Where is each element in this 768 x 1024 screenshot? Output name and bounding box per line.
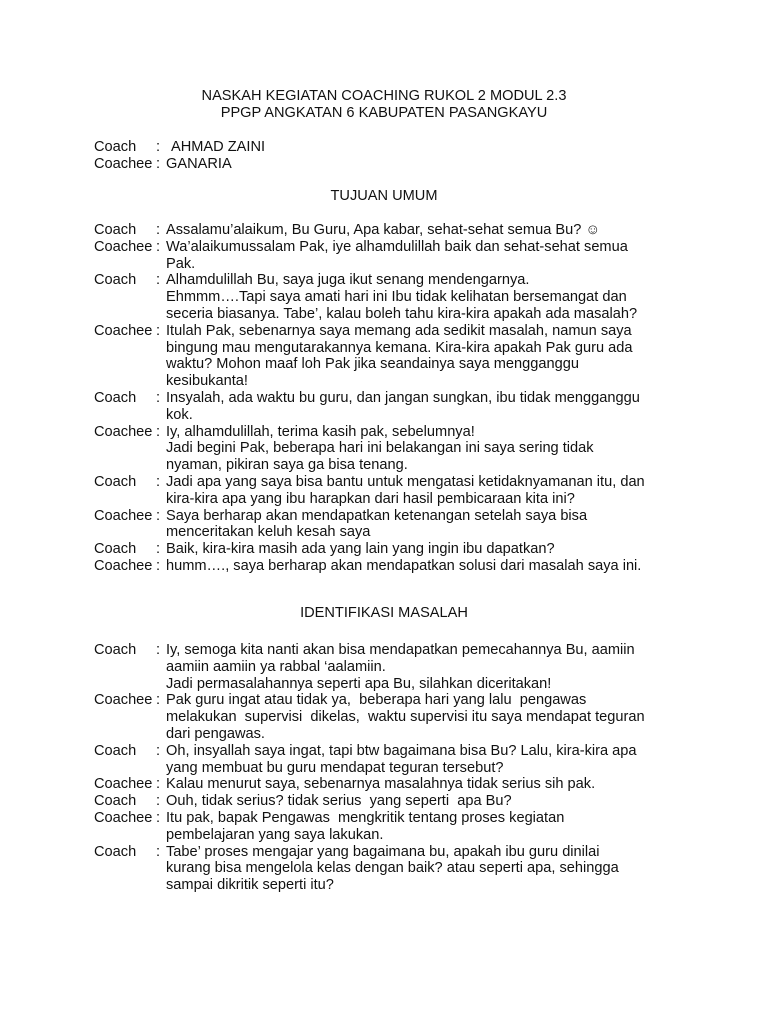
speaker-label: Coach	[94, 541, 137, 558]
text-line: Pak.	[166, 255, 196, 272]
text-line: Wa’alaikumussalam Pak, iye alhamdulillah baik dan sehat-sehat semua	[166, 238, 628, 255]
text-line: waktu? Mohon maaf loh Pak jika seandainya saya mengganggu	[166, 356, 579, 373]
text-line: bingung mau mengutarakannya kemana. Kira-kira apakah Pak guru ada	[166, 339, 633, 356]
turn-text	[166, 793, 694, 810]
coachee-name: GANARIA	[166, 156, 232, 172]
text-line: aamiin aamiin ya rabbal ‘aalamiin.	[166, 658, 386, 675]
speaker-label: Coachee	[94, 557, 153, 574]
text-line: Assalamu’alaikum, Bu Guru, Apa kabar, sehat-sehat semua Bu? ☺	[166, 222, 601, 238]
dialogue-turn: Coachee : Itu pak, bapak Pengawas mengkritik tentang proses kegiatan pembelajaran yang saya lakukan.	[94, 810, 694, 844]
text-line: Oh, insyallah saya ingat, tapi btw bagaimana bisa Bu? Lalu, kira-kira apa	[166, 742, 637, 759]
dialogue-turn: Coachee : Iy, alhamdulillah, terima kasih pak, sebelumnya! Jadi begini Pak, beberapa hari ini belakangan ini saya sering tidak nyaman, pikiran saya ga bisa tenang.	[94, 424, 694, 474]
section-title-tujuan-umum: TUJUAN UMUM	[330, 188, 438, 204]
turn-text	[166, 323, 694, 390]
dialogue-turn: Coach : Iy, semoga kita nanti akan bisa mendapatkan pemecahannya Bu, aamiin aamiin aamiin ya rabbal ‘aalamiin. Jadi permasalahannya seperti apa Bu, silahkan diceritakan!	[94, 642, 694, 692]
turn-text	[166, 692, 694, 742]
title-line-2: PPGP ANGKATAN 6 KABUPATEN PASANGKAYU	[220, 105, 548, 121]
coachee-label: Coachee	[94, 156, 153, 172]
text-line: Saya berharap akan mendapatkan ketenangan setelah saya bisa	[166, 507, 588, 524]
dialogue-turn: Coachee : Wa’alaikumussalam Pak, iye alhamdulillah baik dan sehat-sehat semua Pak.	[94, 239, 694, 273]
text-line: Iy, semoga kita nanti akan bisa mendapatkan pemecahannya Bu, aamiin	[166, 642, 635, 658]
turn-text	[166, 810, 694, 844]
dialogue-turn: Coachee : Saya berharap akan mendapatkan ketenangan setelah saya bisa menceritakan keluh kesah saya	[94, 508, 694, 542]
turn-text	[166, 508, 694, 542]
speaker-label: Coachee	[94, 238, 153, 255]
turn-text	[166, 239, 694, 273]
turn-text	[166, 541, 694, 558]
title-line-1: NASKAH KEGIATAN COACHING RUKOL 2 MODUL 2.3	[201, 88, 567, 104]
text-line: Jadi begini Pak, beberapa hari ini belakangan ini saya sering tidak	[166, 440, 594, 457]
text-line: Jadi permasalahannya seperti apa Bu, silahkan diceritakan!	[166, 675, 552, 692]
text-line: melakukan supervisi dikelas, waktu supervisi itu saya mendapat teguran	[166, 709, 645, 726]
speaker-label: Coachee	[94, 776, 153, 793]
turn-text	[166, 424, 694, 474]
speaker-label: Coach	[94, 642, 137, 658]
text-line: kesibukanta!	[166, 373, 248, 390]
coach-participant: Coach : AHMAD ZAINI	[94, 139, 266, 155]
dialogue-turn: Coachee : humm…., saya berharap akan mendapatkan solusi dari masalah saya ini.	[94, 558, 694, 575]
speaker-label: Coach	[94, 473, 137, 490]
text-line: kira-kira apa yang ibu harapkan dari hasil pembicaraan kita ini?	[166, 490, 575, 507]
speaker-label: Coach	[94, 793, 137, 810]
turn-text	[166, 743, 694, 777]
text-line: Ehmmm….Tapi saya amati hari ini Ibu tidak kelihatan bersemangat dan	[166, 289, 627, 306]
turn-text	[166, 474, 694, 508]
text-line: humm…., saya berharap akan mendapatkan solusi dari masalah saya ini.	[166, 557, 642, 574]
text-line: Itulah Pak, sebenarnya saya memang ada sedikit masalah, namun saya	[166, 322, 632, 339]
dialogue-turn: Coachee : Pak guru ingat atau tidak ya, beberapa hari yang lalu pengawas melakukan supervisi dikelas, waktu supervisi itu saya mendapat teguran dari pengawas.	[94, 692, 694, 742]
speaker-label: Coachee	[94, 507, 153, 524]
text-line: Kalau menurut saya, sebenarnya masalahnya tidak serius sih pak.	[166, 776, 596, 793]
speaker-label: Coachee	[94, 322, 153, 339]
turn-text	[166, 844, 694, 894]
dialogue-identifikasi-masalah	[94, 642, 694, 894]
coach-name: AHMAD ZAINI	[171, 139, 266, 155]
document-title	[0, 88, 768, 122]
turn-text	[166, 642, 694, 692]
speaker-label: Coachee	[94, 809, 153, 826]
dialogue-turn: Coach : Jadi apa yang saya bisa bantu untuk mengatasi ketidaknyamanan itu, dan kira-kira apa yang ibu harapkan dari hasil pembicaraan kita ini?	[94, 474, 694, 508]
text-line: pembelajaran yang saya lakukan.	[166, 826, 384, 843]
dialogue-turn: Coach : Oh, insyallah saya ingat, tapi btw bagaimana bisa Bu? Lalu, kira-kira apa yang membuat bu guru mendapat teguran tersebut?	[94, 743, 694, 777]
dialogue-turn: Coach : Baik, kira-kira masih ada yang lain yang ingin ibu dapatkan?	[94, 541, 694, 558]
text-line: menceritakan keluh kesah saya	[166, 524, 371, 541]
text-line: seceria biasanya. Tabe’, kalau boleh tahu kira-kira apakah ada masalah?	[166, 305, 638, 322]
text-line: sampai dikritik seperti itu?	[166, 877, 334, 894]
speaker-label: Coach	[94, 843, 137, 860]
coach-label: Coach	[94, 139, 137, 155]
text-line: Pak guru ingat atau tidak ya, beberapa hari yang lalu pengawas	[166, 692, 587, 709]
text-line: yang membuat bu guru mendapat teguran tersebut?	[166, 759, 504, 776]
text-line: Jadi apa yang saya bisa bantu untuk mengatasi ketidaknyamanan itu, dan	[166, 473, 645, 490]
speaker-label: Coachee	[94, 423, 153, 440]
turn-text	[166, 390, 694, 424]
text-line: Alhamdulillah Bu, saya juga ikut senang mendengarnya.	[166, 272, 530, 289]
participants	[94, 139, 265, 173]
text-line: Ouh, tidak serius? tidak serius yang seperti apa Bu?	[166, 793, 512, 810]
text-line: nyaman, pikiran saya ga bisa tenang.	[166, 457, 408, 474]
text-line: Iy, alhamdulillah, terima kasih pak, sebelumnya!	[166, 423, 475, 440]
speaker-label: Coach	[94, 389, 137, 406]
turn-text	[166, 272, 694, 322]
dialogue-turn: Coach : Insyalah, ada waktu bu guru, dan jangan sungkan, ibu tidak mengganggu kok.	[94, 390, 694, 424]
coachee-participant: Coachee : GANARIA	[94, 156, 232, 172]
speaker-label: Coachee	[94, 692, 153, 709]
text-line: kok.	[166, 406, 193, 423]
text-line: dari pengawas.	[166, 725, 265, 742]
text-line: Baik, kira-kira masih ada yang lain yang ingin ibu dapatkan?	[166, 541, 555, 558]
turn-text	[166, 776, 694, 793]
text-line: Insyalah, ada waktu bu guru, dan jangan sungkan, ibu tidak mengganggu	[166, 389, 640, 406]
dialogue-tujuan-umum	[94, 222, 694, 575]
dialogue-turn: Coach : Ouh, tidak serius? tidak serius yang seperti apa Bu?	[94, 793, 694, 810]
speaker-label: Coach	[94, 272, 137, 289]
text-line: kurang bisa mengelola kelas dengan baik? atau seperti apa, sehingga	[166, 860, 619, 877]
speaker-label: Coach	[94, 222, 137, 238]
speaker-label: Coach	[94, 742, 137, 759]
turn-text	[166, 558, 694, 575]
dialogue-turn: Coachee : Kalau menurut saya, sebenarnya masalahnya tidak serius sih pak.	[94, 776, 694, 793]
dialogue-turn: Coach : Tabe’ proses mengajar yang bagaimana bu, apakah ibu guru dinilai kurang bisa mengelola kelas dengan baik? atau seperti apa, sehingga sampai dikritik seperti itu?	[94, 844, 694, 894]
text-line: Tabe’ proses mengajar yang bagaimana bu, apakah ibu guru dinilai	[166, 843, 600, 860]
dialogue-turn: Coach : Assalamu’alaikum, Bu Guru, Apa kabar, sehat-sehat semua Bu? ☺	[94, 222, 694, 239]
dialogue-turn: Coach : Alhamdulillah Bu, saya juga ikut senang mendengarnya. Ehmmm….Tapi saya amati hari ini Ibu tidak kelihatan bersemangat dan seceria biasanya. Tabe’, kalau boleh tahu kira-kira apakah ada masalah?	[94, 272, 694, 322]
dialogue-turn: Coachee : Itulah Pak, sebenarnya saya memang ada sedikit masalah, namun saya bingung mau mengutarakannya kemana. Kira-kira apakah Pak guru ada waktu? Mohon maaf loh Pak jika seandainya saya mengganggu kesibukanta!	[94, 323, 694, 390]
text-line: Itu pak, bapak Pengawas mengkritik tentang proses kegiatan	[166, 809, 565, 826]
section-title-identifikasi-masalah: IDENTIFIKASI MASALAH	[300, 605, 468, 621]
turn-text	[166, 222, 694, 239]
